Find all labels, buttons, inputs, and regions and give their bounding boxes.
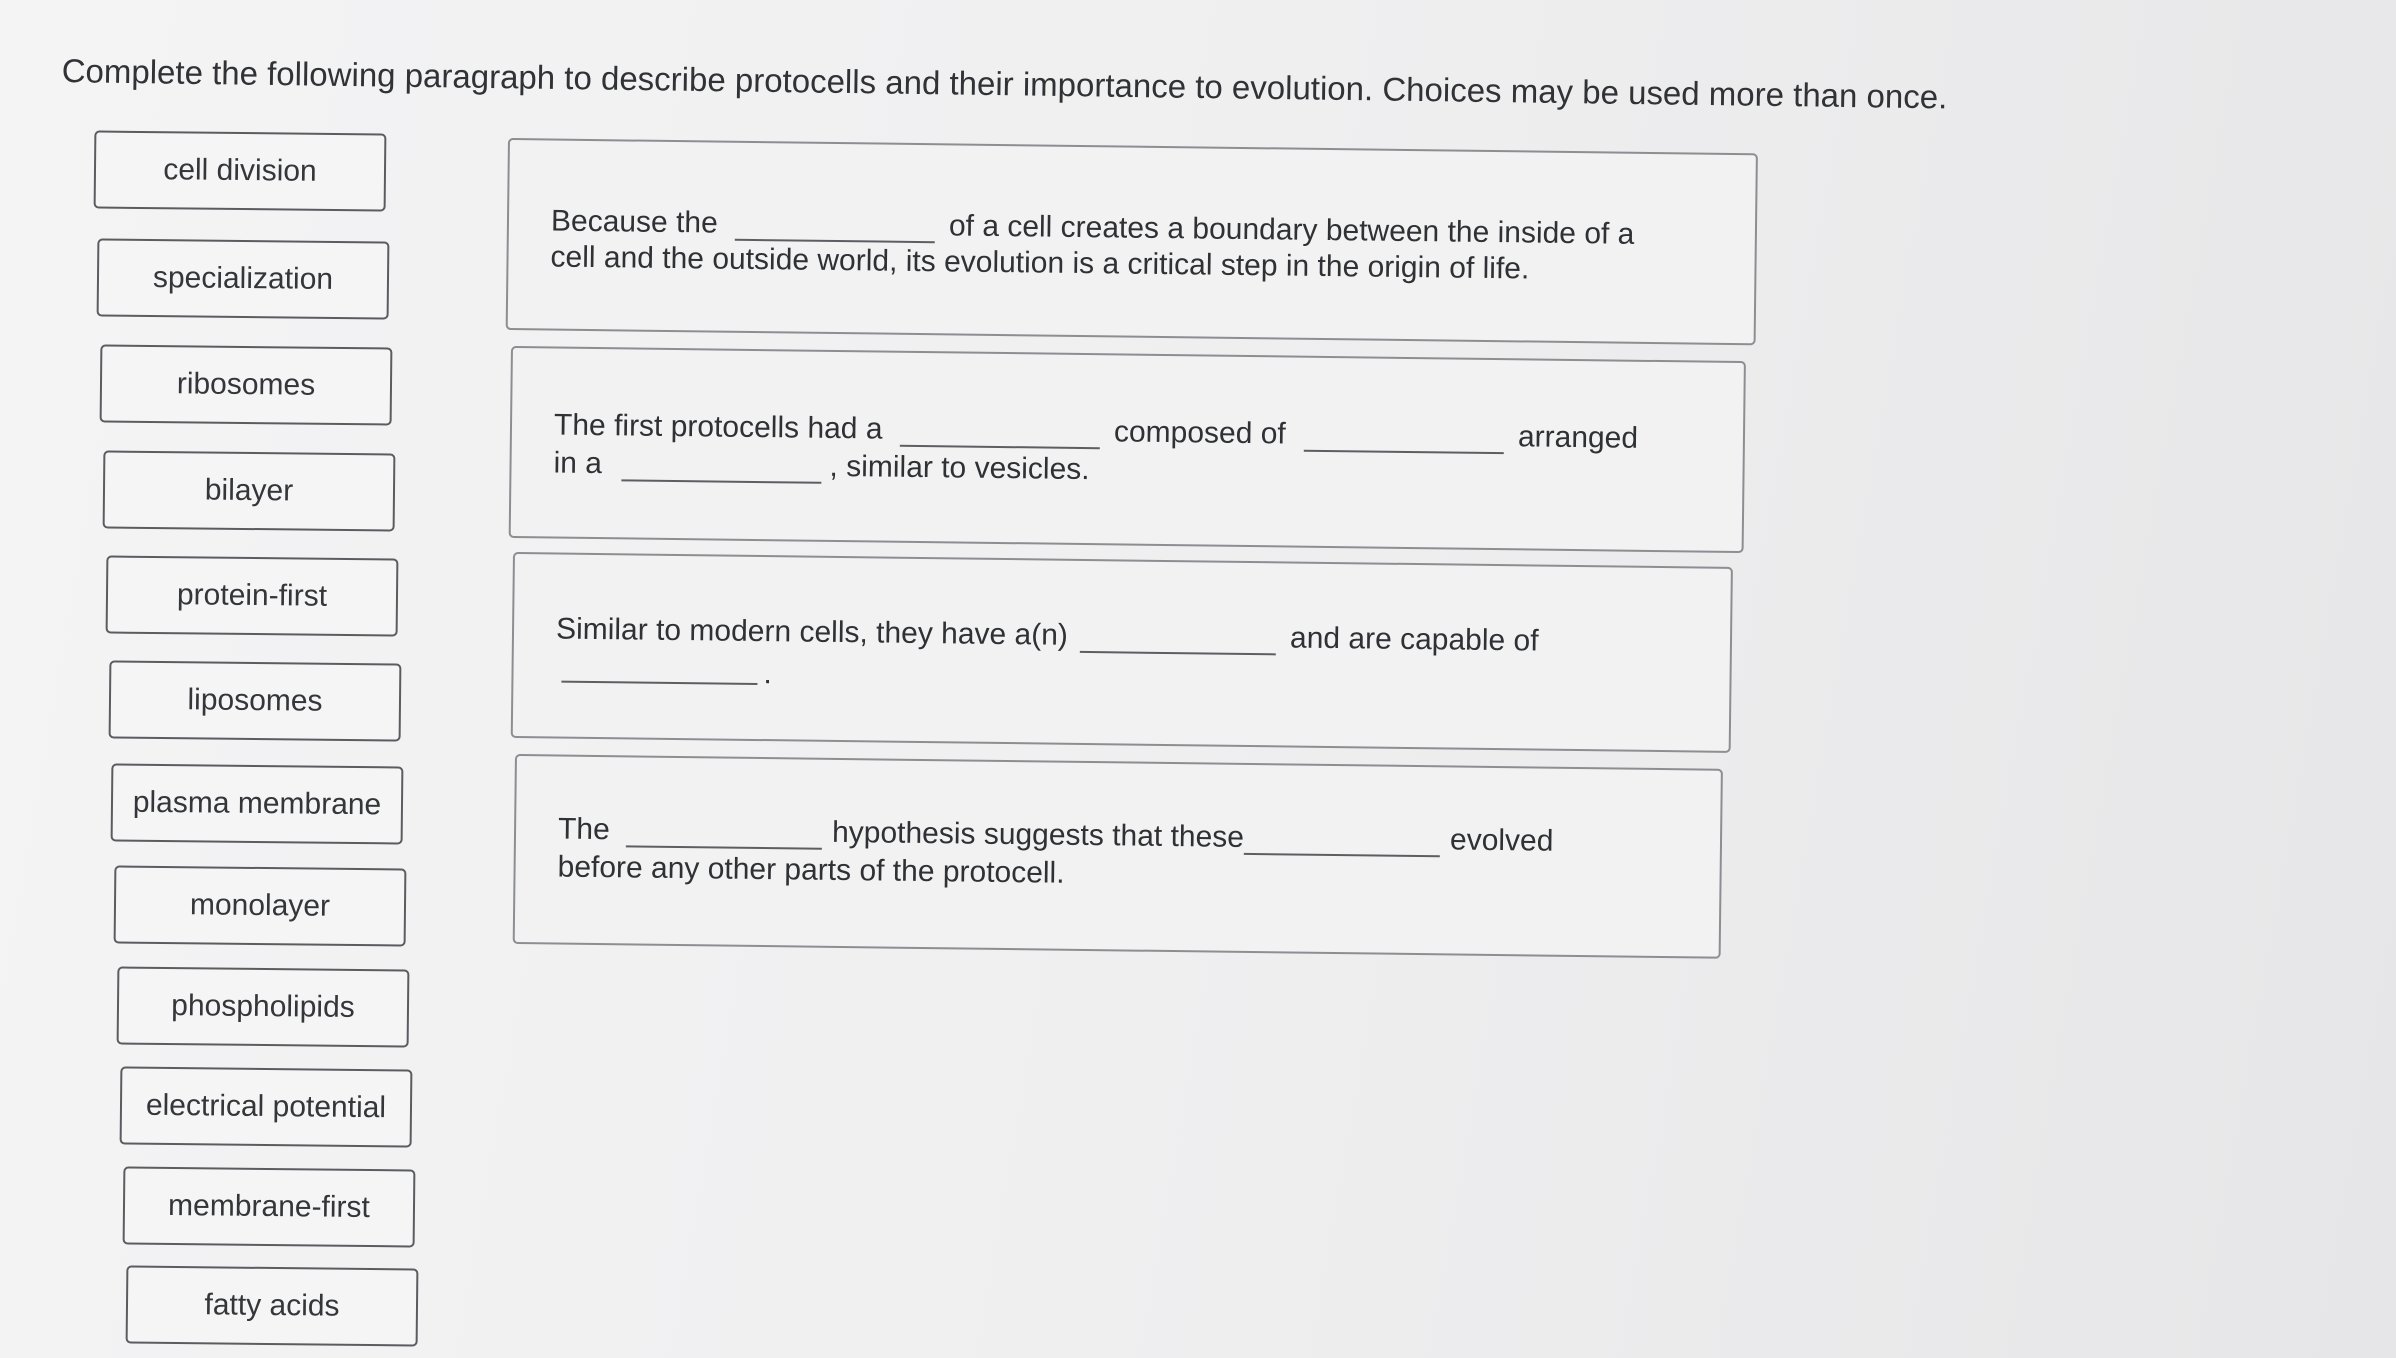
sentence-text: evolved xyxy=(1449,823,1554,858)
choice-label: plasma membrane xyxy=(132,785,382,822)
choice-label: liposomes xyxy=(187,683,323,718)
choice-liposomes[interactable] xyxy=(109,660,402,741)
sentence-text: , similar to vesicles. xyxy=(829,449,1090,487)
choice-phospholipids[interactable] xyxy=(117,966,410,1047)
answer-blank[interactable] xyxy=(621,479,821,483)
choice-label: monolayer xyxy=(189,888,331,923)
choice-cell-division[interactable] xyxy=(94,130,387,211)
choice-label: fatty acids xyxy=(204,1288,340,1323)
choice-label: cell division xyxy=(163,153,317,188)
sentence-text: . xyxy=(763,657,773,691)
choice-electrical-potential[interactable] xyxy=(120,1066,413,1147)
sentence-text: arranged xyxy=(1517,420,1639,455)
sentence-box-3 xyxy=(511,552,1733,753)
sentence-text: and are capable of xyxy=(1289,621,1539,658)
choice-ribosomes[interactable] xyxy=(100,344,393,425)
answer-blank[interactable] xyxy=(1304,450,1504,454)
sentence-text: in a xyxy=(553,446,603,481)
sentence-text: Because the xyxy=(550,204,718,240)
choice-label: protein-first xyxy=(176,578,328,613)
choice-label: phospholipids xyxy=(171,989,355,1024)
answer-blank[interactable] xyxy=(626,845,822,849)
answer-blank[interactable] xyxy=(1244,853,1440,857)
choice-label: bilayer xyxy=(204,473,294,508)
sentence-text: The first protocells had a xyxy=(553,408,883,446)
sentence-text: of a cell creates a boundary between the inside of a xyxy=(948,209,1635,251)
sentence-text: hypothesis suggests that these xyxy=(831,815,1245,854)
sentence-text: composed of xyxy=(1113,415,1286,451)
answer-blank[interactable] xyxy=(561,681,757,685)
choice-label: specialization xyxy=(152,261,334,296)
sentence-text: Similar to modern cells, they have a(n) xyxy=(555,612,1069,652)
answer-blank[interactable] xyxy=(1080,651,1276,655)
sentence-box-1 xyxy=(506,138,1758,345)
sentence-text: before any other parts of the protocell. xyxy=(557,850,1065,890)
choice-label: membrane-first xyxy=(167,1188,371,1225)
sentence-text: cell and the outside world, its evolution is a critical step in the origin of life. xyxy=(550,240,1530,286)
choice-membrane-first[interactable] xyxy=(123,1166,416,1247)
sentence-box-2 xyxy=(509,346,1746,553)
choice-label: electrical potential xyxy=(145,1088,387,1125)
choice-monolayer[interactable] xyxy=(114,865,407,946)
instruction-text: Complete the following paragraph to describe protocells and their importance to evolution. Choices may be used more than once. xyxy=(61,52,1948,116)
choice-bilayer[interactable] xyxy=(103,450,396,531)
choice-plasma-membrane[interactable] xyxy=(111,763,404,844)
choice-label: ribosomes xyxy=(176,367,316,402)
choice-fatty-acids[interactable] xyxy=(126,1265,419,1346)
sentence-box-4 xyxy=(513,754,1723,959)
sentence-text: The xyxy=(557,812,610,847)
choice-protein-first[interactable] xyxy=(106,555,399,636)
choice-specialization[interactable] xyxy=(97,238,390,319)
answer-blank[interactable] xyxy=(900,445,1100,449)
